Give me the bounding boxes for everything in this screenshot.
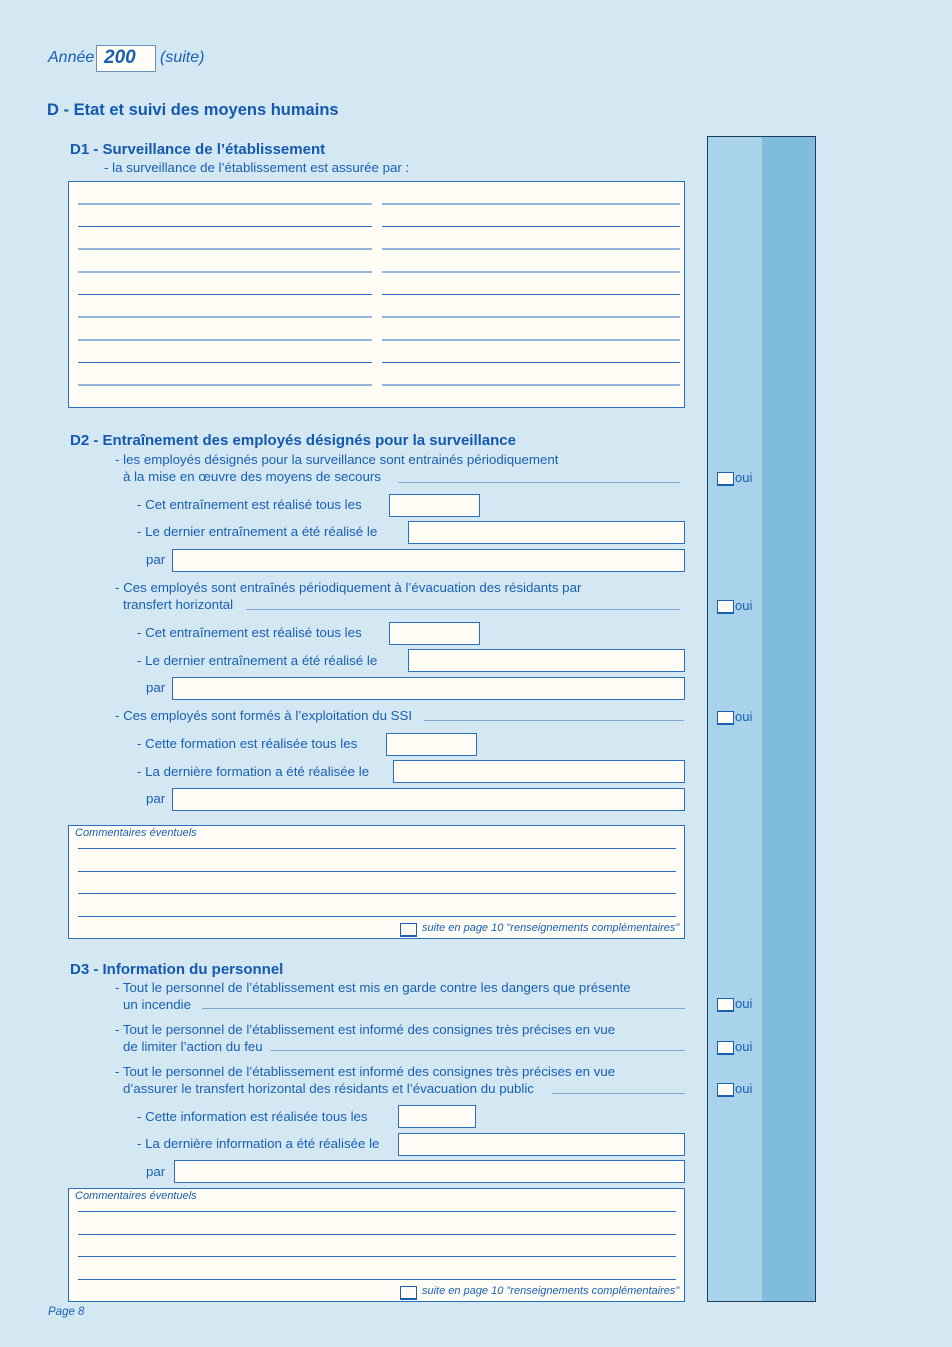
leader-line xyxy=(424,720,684,721)
leader-line xyxy=(246,609,680,610)
d2-q1-last-date-input[interactable] xyxy=(408,521,685,544)
d2-q2-freq-label: - Cet entraînement est réalisé tous les xyxy=(137,625,362,640)
d3-title: D3 - Information du personnel xyxy=(70,961,284,978)
leader-line xyxy=(202,1008,685,1009)
comment-line xyxy=(78,871,676,872)
d2-q1-line2: à la mise en œuvre des moyens de secours xyxy=(123,469,381,484)
leader-line xyxy=(398,482,680,483)
d2-suite-checkbox[interactable] xyxy=(400,923,417,937)
d3-suite-checkbox[interactable] xyxy=(400,1286,417,1300)
d2-q3-par-label: par xyxy=(146,791,166,806)
comment-line xyxy=(78,848,676,849)
d2-comments-label: Commentaires éventuels xyxy=(75,827,197,839)
d1-surveillance-box[interactable] xyxy=(68,181,685,408)
side-column-right xyxy=(762,136,816,1302)
leader-line xyxy=(552,1093,685,1094)
d2-q2-oui-checkbox[interactable] xyxy=(717,600,734,614)
d3-q1-oui-checkbox[interactable] xyxy=(717,998,734,1012)
d3-q3-line1: - Tout le personnel de l’établissement est informé des consignes très précises en vue xyxy=(115,1064,616,1079)
d3-suite-note: suite en page 10 "renseignements complémentaires" xyxy=(422,1285,680,1297)
d3-q2-oui-checkbox[interactable] xyxy=(717,1041,734,1055)
d2-suite-note: suite en page 10 "renseignements complémentaires" xyxy=(422,922,680,934)
comment-line xyxy=(78,1211,676,1212)
comment-line xyxy=(78,1279,676,1280)
d2-q2-par-input[interactable] xyxy=(172,677,685,700)
d2-q2-last-label: - Le dernier entraînement a été réalisé le xyxy=(137,653,378,668)
d2-q1-oui-checkbox[interactable] xyxy=(717,472,734,486)
d2-comments-box[interactable] xyxy=(68,825,685,939)
d3-q1-line2: un incendie xyxy=(123,997,192,1012)
oui-label: oui xyxy=(735,1081,753,1096)
d2-q1-par-input[interactable] xyxy=(172,549,685,572)
comment-line xyxy=(78,893,676,894)
leader-line xyxy=(271,1050,685,1051)
d3-comments-box[interactable] xyxy=(68,1188,685,1302)
comment-line xyxy=(78,916,676,917)
d2-q1-last-label: - Le dernier entraînement a été réalisé le xyxy=(137,524,378,539)
d2-q3-last-date-input[interactable] xyxy=(393,760,685,783)
d2-q1-freq-input[interactable] xyxy=(389,494,480,517)
d2-q3-par-input[interactable] xyxy=(172,788,685,811)
suite-label: (suite) xyxy=(160,49,205,66)
d3-par-label: par xyxy=(146,1164,166,1179)
d3-last-label: - La dernière information a été réalisée le xyxy=(137,1136,380,1151)
d2-q2-freq-input[interactable] xyxy=(389,622,480,645)
d2-title: D2 - Entraînement des employés désignés pour la surveillance xyxy=(70,432,516,449)
d3-q1-line1: - Tout le personnel de l’établissement est mis en garde contre les dangers que présente xyxy=(115,980,631,995)
d3-freq-label: - Cette information est réalisée tous les xyxy=(137,1109,368,1124)
d3-par-input[interactable] xyxy=(174,1160,685,1183)
d2-q3-last-label: - La dernière formation a été réalisée le xyxy=(137,764,370,779)
d2-q3-freq-input[interactable] xyxy=(386,733,477,756)
d3-q2-line2: de limiter l’action du feu xyxy=(123,1039,263,1054)
d3-q2-line1: - Tout le personnel de l’établissement est informé des consignes très précises en vue xyxy=(115,1022,616,1037)
oui-label: oui xyxy=(735,996,753,1011)
d3-q3-oui-checkbox[interactable] xyxy=(717,1083,734,1097)
d2-q2-line2: transfert horizontal xyxy=(123,597,234,612)
d2-q1-par-label: par xyxy=(146,552,166,567)
annee-label: Année xyxy=(48,49,95,66)
d1-intro: - la surveillance de l’établissement est assurée par : xyxy=(104,160,410,175)
d2-q2-last-date-input[interactable] xyxy=(408,649,685,672)
page-number: Page 8 xyxy=(48,1306,85,1318)
comment-line xyxy=(78,1234,676,1235)
d2-q3-line1: - Ces employés sont formés à l’exploitation du SSI xyxy=(115,708,413,723)
annee-input[interactable]: 200 xyxy=(96,45,156,72)
d3-last-date-input[interactable] xyxy=(398,1133,685,1156)
d1-writing-lines xyxy=(69,182,684,407)
d2-q2-line1: - Ces employés sont entraînés périodiquement à l’évacuation des résidants par xyxy=(115,580,582,595)
section-title: D - Etat et suivi des moyens humains xyxy=(47,101,339,119)
comment-line xyxy=(78,1256,676,1257)
oui-label: oui xyxy=(735,470,753,485)
oui-label: oui xyxy=(735,709,753,724)
d2-q2-par-label: par xyxy=(146,680,166,695)
d3-q3-line2: d’assurer le transfert horizontal des résidants et l’évacuation du public xyxy=(123,1081,534,1096)
d2-q3-oui-checkbox[interactable] xyxy=(717,711,734,725)
d3-comments-label: Commentaires éventuels xyxy=(75,1190,197,1202)
oui-label: oui xyxy=(735,1039,753,1054)
oui-label: oui xyxy=(735,598,753,613)
d3-freq-input[interactable] xyxy=(398,1105,476,1128)
d2-q3-freq-label: - Cette formation est réalisée tous les xyxy=(137,736,358,751)
d2-q1-freq-label: - Cet entraînement est réalisé tous les xyxy=(137,497,362,512)
d1-title: D1 - Surveillance de l’établissement xyxy=(70,141,326,158)
d2-q1-line1: - les employés désignés pour la surveillance sont entrainés périodiquement xyxy=(115,452,559,467)
